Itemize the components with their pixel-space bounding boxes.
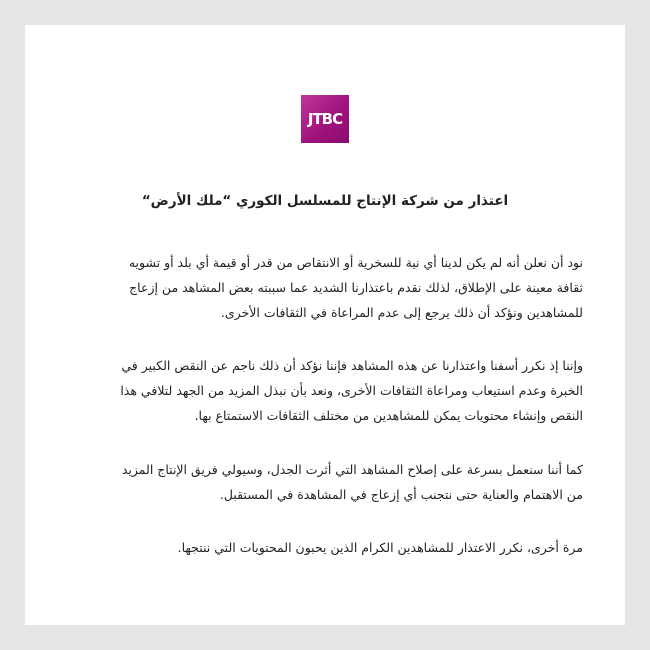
paragraph-line: من الاهتمام والعناية حتى نتجنب أي إزعاج في المشاهدة في المستقبل. — [219, 487, 583, 502]
logo-text: JTBC — [307, 109, 343, 128]
jtbc-logo — [301, 95, 349, 143]
notice-card — [25, 25, 625, 625]
paragraph-line: كما أننا سنعمل بسرعة على إصلاح المشاهد التي أثرت الجدل، وسيولي فريق الإنتاج المزيد — [121, 462, 583, 477]
paragraph-line: مرة أخرى، نكرر الاعتذار للمشاهدين الكرام الذين يحبون المحتويات التي ننتجها. — [177, 540, 583, 555]
paragraph-line: وإننا إذ نكرر أسفنا واعتذارنا عن هذه المشاهد فإننا نؤكد أن ذلك ناجم عن النقص الكبير في — [121, 358, 583, 373]
paragraph-line: النقص وإنشاء محتويات يمكن للمشاهدين من مختلف الثقافات الاستمتاع بها. — [194, 408, 583, 423]
paragraph-line: ثقافة معينة على الإطلاق، لذلك نقدم باعتذارنا الشديد عما سببته بعض المشاهد من إزعاج — [129, 280, 583, 295]
paragraph-line: الخبرة وعدم استيعاب ومراعاة الثقافات الأخرى، ونعد بأن نبذل المزيد من الجهد لتلافي هذا — [120, 383, 583, 398]
paragraph-line: نود أن نعلن أنه لم يكن لدينا أي نية للسخرية أو الانتقاص من قدر أو قيمة أي بلد أو تشويه — [128, 255, 583, 270]
paragraph-3 — [69, 457, 583, 507]
paragraph-2 — [69, 353, 583, 428]
paragraph-1 — [69, 250, 583, 325]
paragraph-4 — [69, 535, 583, 560]
page-title: اعتذار من شركة الإنتاج للمسلسل الكوري “ملك الأرض“ — [141, 193, 509, 209]
paragraph-line: للمشاهدين ونؤكد أن ذلك يرجع إلى عدم المراعاة في الثقافات الأخرى. — [220, 305, 583, 320]
